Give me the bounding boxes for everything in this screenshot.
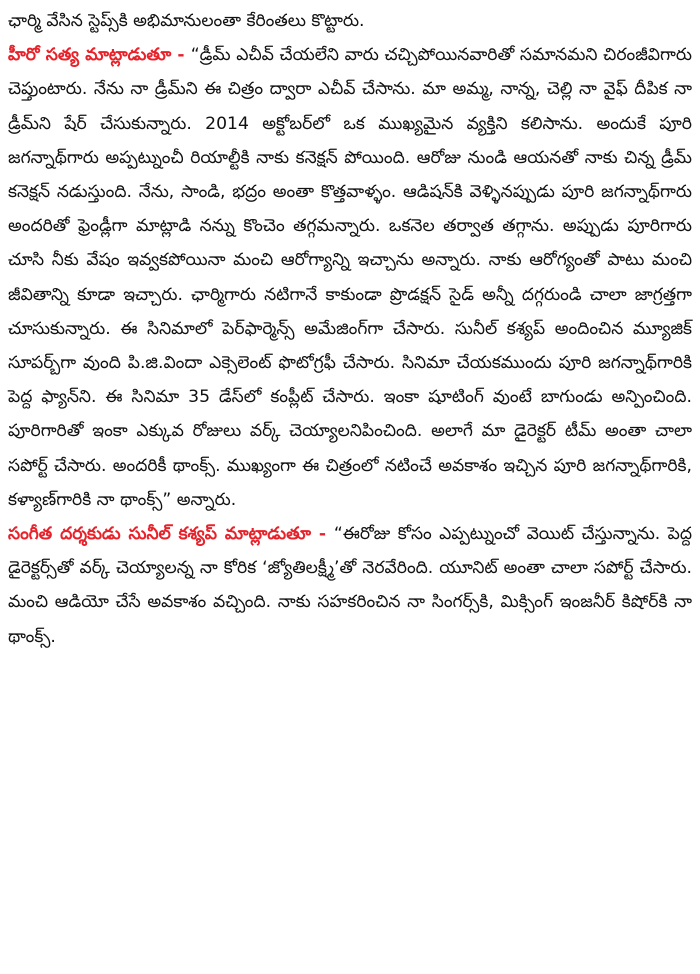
paragraph-text: ఛార్మి వేసిన స్టెప్స్‌కి అభిమానులంతా కేరింతలు కొట్టారు.: [8, 11, 365, 31]
paragraph-music-director-speech: [8, 517, 692, 654]
paragraph-text: “డ్రీమ్ ఎచీవ్ చేయలేని వారు చచ్చిపోయినవారితో సమానమని చిరంజీవిగారు చెప్తుంటారు. నేను నా డ్రీమ్‌ని ఈ చిత్రం ద్వారా ఎచీవ్ చేసాను. మా అమ్మ, నాన్న, చెల్లి నా వైఫ్ దీపిక నా డ్రీమ్‌ని షేర్ చేసుకున్నారు. 2014 అక్టోబర్‌లో ఒక ముఖ్యమైన వ్యక్తిని కలిసాను. అందుకే పూరి జగన్నాథ్‌గారు అప్పట్నుంచీ రియాల్టీకి నాకు కనెక్షన్ పోయింది. ఆరోజు నుండి ఆయనతో నాకు చిన్న డ్రీమ్ కనెక్షన్ నడుస్తుంది. నేను, సాండి, భద్రం అంతా కొత్తవాళ్ళం. ఆడిషన్‌కి వెళ్ళినప్పుడు పూరి జగన్నాథ్‌గారు అందరితో ఫ్రెండ్లీగా మాట్లాడి నన్ను కొంచెం తగ్గమన్నారు. ఒకనెల తర్వాత తగ్గాను. అప్పుడు పూరిగారు చూసి నీకు వేషం ఇవ్వకపోయినా మంచి ఆరోగ్యాన్ని ఇచ్చాను అన్నారు. నాకు ఆరోగ్యంతో పాటు మంచి జీవితాన్ని కూడా ఇచ్చారు. ఛార్మిగారు నటిగానే కాకుండా ప్రొడక్షన్ సైడ్ అన్నీ దగ్గరుండి చాలా జాగ్రత్తగా చూసుకున్నారు. ఈ సినిమాలో పెర్‌ఫార్మెన్స్ అమేజింగ్‌గా చేసారు. సునీల్ కశ్యప్ అందించిన మ్యూజిక్ సూపర్బ్‌గా వుంది పి.జి.విందా ఎక్సెలెంట్ ఫొటోగ్రఫీ చేసారు. సినిమా చేయకముందు పూరి జగన్నాథ్‌గారికి పెద్ద ఫ్యాన్‌ని. ఈ సినిమా 35 డేస్‌లో కంప్లీట్ చేసారు. ఇంకా షూటింగ్ వుంటే బాగుండు అన్పించింది. పూరిగారితో ఇంకా ఎక్కువ రోజులు వర్క్ చెయ్యాలనిపించింది. అలాగే మా డైరెక్టర్ టీమ్ అంతా చాలా సపోర్ట్ చేసారు. అందరికీ థాంక్స్. ముఖ్యంగా ఈ చిత్రంలో నటించే అవకాశం ఇచ్చిన పూరి జగన్నాథ్‌గారికి, కళ్యాణ్‌గారికి నా థాంక్స్” అన్నారు.: [8, 45, 692, 510]
paragraph-lead: హీరో సత్య మాట్లాడుతూ -: [8, 45, 191, 66]
paragraph-intro: [8, 4, 692, 38]
paragraph-text: “ఈరోజు కోసం ఎప్పట్నుంచో వెయిట్ చేస్తున్నాను. పెద్ద డైరెక్టర్స్‌తో వర్క్ చెయ్యాలన్న నా కోరిక ‘జ్యోతిలక్ష్మీ’తో నెరవేరింది. యూనిట్ అంతా చాలా సపోర్ట్ చేసారు. మంచి ఆడియో చేసే అవకాశం వచ్చింది. నాకు సహకరించిన నా సింగర్స్‌కి, మిక్సింగ్ ఇంజనీర్ కిషోర్‌కి నా థాంక్స్.: [8, 524, 692, 647]
paragraph-hero-speech: [8, 38, 692, 517]
paragraph-lead: సంగీత దర్శకుడు సునీల్ కశ్యప్ మాట్లాడుతూ -: [8, 524, 334, 545]
